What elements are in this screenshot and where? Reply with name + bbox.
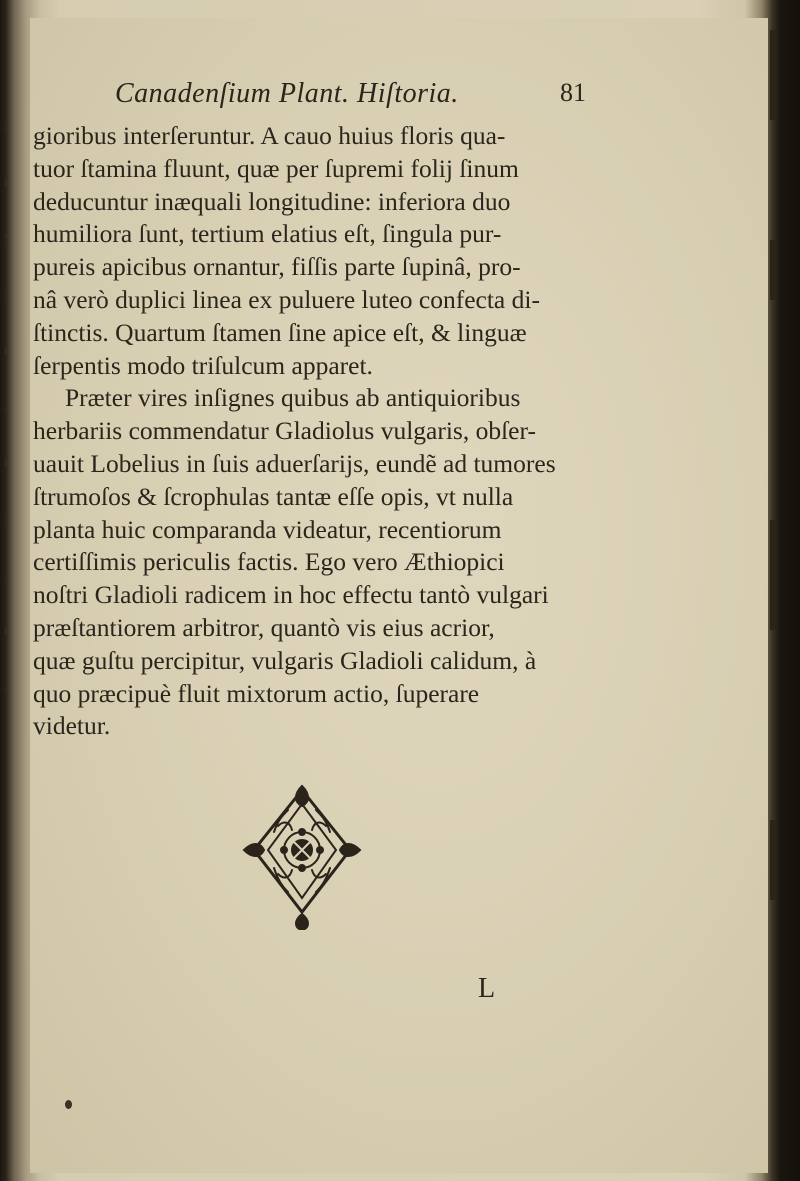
text-line: gioribus interſeruntur. A cauo huius floris qua- — [33, 121, 506, 150]
text-line: quæ guſtu percipitur, vulgaris Gladioli calidum, à — [33, 645, 537, 675]
floral-ornament-icon — [238, 780, 366, 930]
text-line: ſtinctis. Quartum ſtamen ſine apice eſt, & linguæ — [33, 317, 527, 347]
text-line: videtur. — [33, 711, 111, 741]
text-line: uauit Lobelius in ſuis aduerſarijs, eundẽ ad tumores — [33, 448, 556, 478]
text-line: humiliora ſunt, tertium elatius eſt, ſingula pur- — [33, 219, 502, 249]
book-page — [30, 18, 768, 1173]
text-line: præſtantiorem arbitror, quantò vis eius acrior, — [33, 612, 495, 642]
text-line: nâ verò duplici linea ex puluere luteo confecta di- — [33, 284, 540, 314]
text-line: noſtri Gladioli radicem in hoc effectu tantò vulgari — [33, 580, 549, 610]
book-fore-edge — [768, 0, 800, 1181]
running-title: Canadenſium Plant. Hiſtoria. — [115, 78, 459, 109]
text-line: pureis apicibus ornantur, fiſſis parte ſupinâ, pro- — [33, 252, 521, 282]
text-line: Præter vires inſignes quibus ab antiquioribus — [65, 383, 521, 413]
text-line: certiſſimis periculis factis. Ego vero Æthiopici — [33, 547, 505, 577]
text-line: deducuntur inæquali longitudine: inferiora duo — [33, 186, 511, 216]
text-line: tuor ſtamina fluunt, quæ per ſupremi folij ſinum — [33, 153, 519, 183]
text-line: planta huic comparanda videatur, recentiorum — [33, 514, 502, 544]
page-number: 81 — [560, 78, 586, 107]
facing-page-edge: : i ! : i . i : . i . — [4, 120, 9, 693]
page-header — [115, 74, 615, 114]
text-line: ſerpentis modo triſulcum apparet. — [33, 350, 373, 380]
ink-speck — [65, 1100, 72, 1109]
text-line: quo præcipuè fluit mixtorum actio, ſuperare — [33, 678, 480, 708]
text-line: ſtrumoſos & ſcrophulas tantæ eſſe opis, vt nulla — [33, 481, 514, 511]
signature-mark: L — [478, 973, 496, 1004]
text-line: herbariis commendatur Gladiolus vulgaris, obſer- — [33, 416, 536, 446]
body-text — [33, 120, 653, 743]
